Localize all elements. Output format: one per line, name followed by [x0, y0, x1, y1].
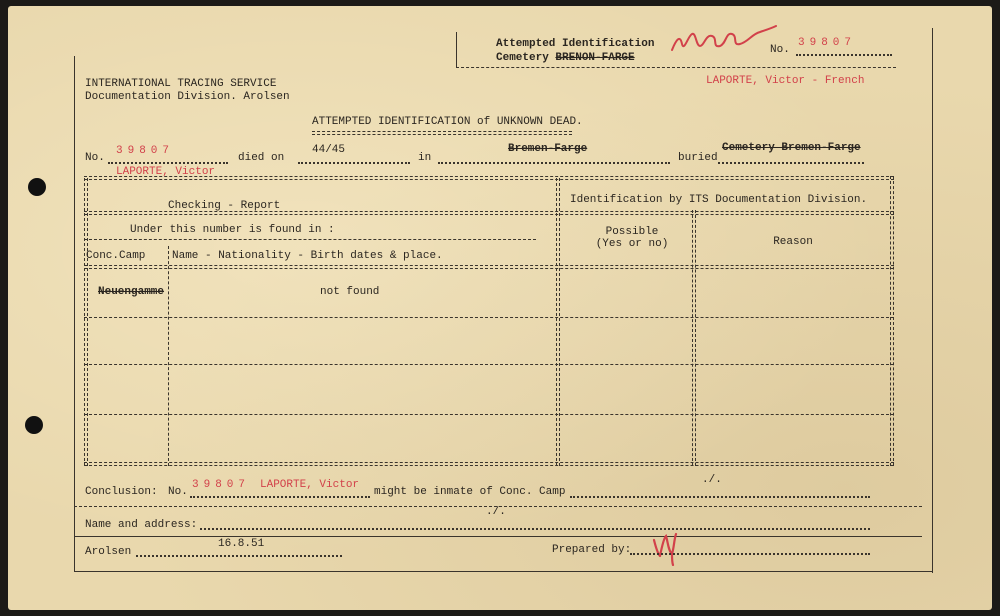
died-on-label: died on	[238, 152, 285, 164]
conclusion-camp-value: ./.	[702, 474, 722, 486]
right-frame-line	[932, 28, 933, 573]
footer-date: 16.8.51	[218, 538, 265, 550]
table-middle-divider	[556, 178, 560, 466]
record-no-dots	[108, 162, 228, 164]
table-right-border	[890, 176, 894, 466]
name-address-label: Name and address:	[85, 519, 198, 531]
checking-report-header: Checking - Report	[168, 200, 281, 212]
conclusion-no-dots	[190, 496, 370, 498]
table-possible-divider	[692, 210, 696, 466]
record-no-value: 39807	[116, 145, 175, 157]
cemetery-prefix: Cemetery	[496, 52, 549, 64]
header-row-line	[84, 211, 894, 215]
row-1-line	[84, 317, 894, 318]
conclusion-text: might be inmate of Conc. Camp	[374, 486, 566, 498]
row-2-line	[84, 364, 894, 365]
left-frame-line	[74, 56, 75, 571]
table-camp-divider	[168, 246, 169, 466]
footer-place: Arolsen	[85, 546, 132, 558]
table-left-border	[84, 178, 88, 466]
identification-header: Identification by ITS Documentation Division.	[570, 194, 868, 206]
in-label: in	[418, 152, 432, 164]
under-number-label: Under this number is found in :	[130, 224, 335, 236]
person-name-top-right: LAPORTE, Victor - French	[706, 75, 865, 87]
org-line-1: INTERNATIONAL TRACING SERVICE	[85, 78, 277, 90]
buried-dots	[718, 162, 864, 164]
name-address-dots	[200, 528, 870, 530]
cemetery-struck: BRENON-FARGE	[555, 52, 635, 64]
died-on-dots	[298, 162, 410, 164]
reason-header: Reason	[773, 236, 813, 248]
in-value: Bremen-Farge	[508, 143, 588, 155]
record-no-label: No.	[85, 152, 105, 164]
handwritten-none-note	[668, 20, 778, 60]
possible-header-line2: (Yes or no)	[595, 238, 669, 250]
signature	[648, 526, 684, 566]
org-line-2: Documentation Division. Arolsen	[85, 91, 290, 103]
name-address-divider	[74, 536, 922, 537]
bottom-frame-line	[74, 571, 932, 572]
cemetery-label	[496, 52, 635, 64]
table-bottom-border	[84, 462, 894, 466]
record-name-under: LAPORTE, Victor	[116, 166, 216, 178]
possible-header-line1: Possible	[605, 226, 659, 238]
row-1-details: not found	[320, 286, 380, 298]
prepared-by-label: Prepared by:	[552, 544, 632, 556]
document-title: ATTEMPTED IDENTIFICATION of UNKNOWN DEAD.	[312, 116, 583, 128]
footer-date-dots	[136, 555, 342, 557]
possible-header	[574, 226, 690, 250]
in-dots	[438, 162, 670, 164]
conclusion-name: LAPORTE, Victor	[260, 479, 360, 491]
conclusion-no-value: 39807	[192, 479, 251, 491]
row-1-camp: Neuengamme	[98, 286, 165, 298]
table-top-border	[84, 176, 894, 180]
header-box-bottom-line	[456, 67, 896, 68]
conclusion-no-label: No.	[168, 486, 188, 498]
header-no-value: 39807	[798, 37, 857, 49]
died-on-value: 44/45	[312, 144, 346, 156]
conclusion-camp-dots	[570, 496, 870, 498]
header-box-left-line	[456, 32, 457, 68]
buried-label: buried	[678, 152, 718, 164]
conc-camp-header: Conc.Camp	[86, 250, 146, 262]
title-underline	[312, 131, 572, 135]
attempted-identification-label: Attempted Identification	[496, 38, 655, 50]
conclusion-label: Conclusion:	[85, 486, 158, 498]
column-header-line	[84, 265, 894, 269]
under-number-line	[84, 239, 536, 240]
punch-hole-top	[28, 178, 46, 196]
header-no-label: No.	[770, 44, 790, 56]
buried-value: Cemetery Bremen-Farge	[722, 142, 861, 154]
row-3-line	[84, 414, 894, 415]
name-address-value: ./.	[486, 506, 506, 518]
name-nationality-header: Name - Nationality - Birth dates & place.	[172, 250, 443, 262]
prepared-by-dots	[630, 553, 870, 555]
header-no-dots	[796, 54, 892, 56]
punch-hole-bottom	[25, 416, 43, 434]
index-card	[8, 6, 992, 610]
